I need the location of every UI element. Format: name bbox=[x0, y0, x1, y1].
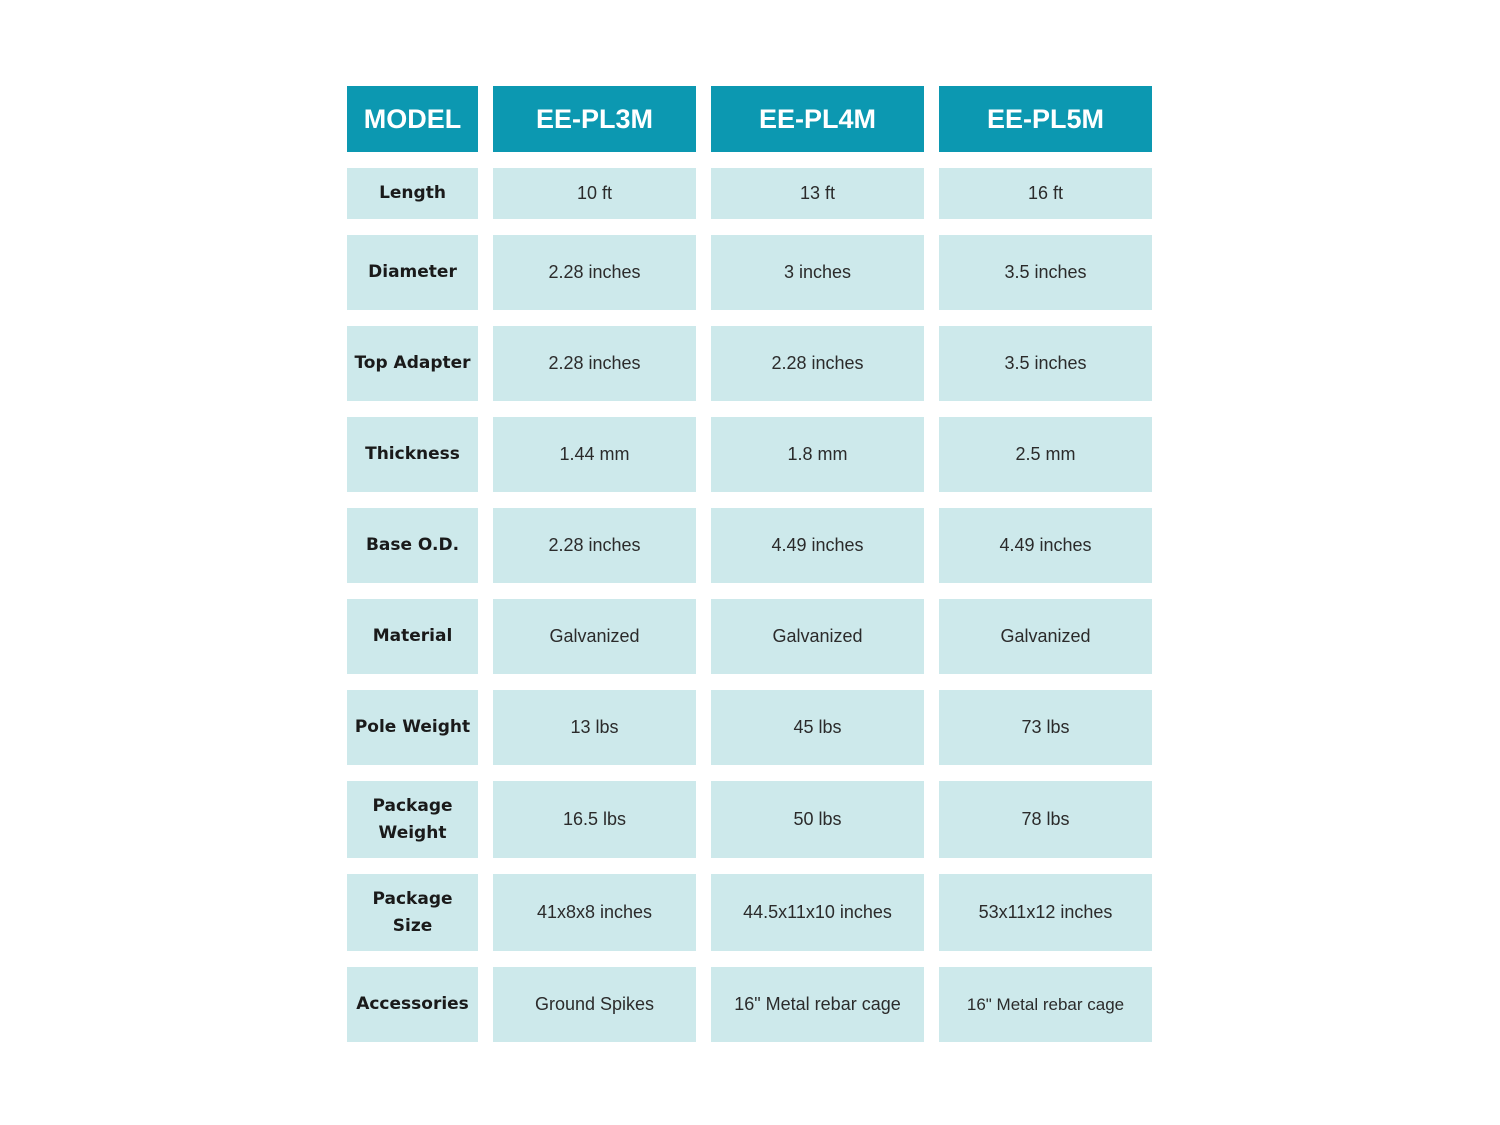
row-label-base-od bbox=[347, 508, 478, 583]
row-label-text: Pole Weight bbox=[354, 717, 471, 737]
row-label-package-weight bbox=[347, 781, 478, 858]
cell-base-od-ee-pl4m: 4.49 inches bbox=[711, 508, 924, 583]
cell-package-weight-ee-pl5m: 78 lbs bbox=[939, 781, 1152, 858]
header-model-ee-pl3m: EE-PL3M bbox=[493, 86, 696, 152]
row-label-accessories bbox=[347, 967, 478, 1042]
cell-base-od-ee-pl5m: 4.49 inches bbox=[939, 508, 1152, 583]
header-model-label: MODEL bbox=[347, 86, 478, 152]
cell-pole-weight-ee-pl5m: 73 lbs bbox=[939, 690, 1152, 765]
cell-top-adapter-ee-pl4m: 2.28 inches bbox=[711, 326, 924, 401]
cell-material-ee-pl5m: Galvanized bbox=[939, 599, 1152, 674]
row-label-text: Diameter bbox=[368, 262, 457, 282]
row-label-text: Length bbox=[379, 183, 446, 203]
cell-top-adapter-ee-pl3m: 2.28 inches bbox=[493, 326, 696, 401]
cell-accessories-ee-pl5m: 16" Metal rebar cage bbox=[939, 967, 1152, 1042]
cell-thickness-ee-pl5m: 2.5 mm bbox=[939, 417, 1152, 492]
cell-material-ee-pl4m: Galvanized bbox=[711, 599, 924, 674]
cell-diameter-ee-pl3m: 2.28 inches bbox=[493, 235, 696, 310]
row-label-text: Material bbox=[372, 626, 453, 646]
row-label-text: Base O.D. bbox=[365, 535, 460, 555]
cell-diameter-ee-pl5m: 3.5 inches bbox=[939, 235, 1152, 310]
cell-package-size-ee-pl3m: 41x8x8 inches bbox=[493, 874, 696, 951]
row-label-material bbox=[347, 599, 478, 674]
cell-length-ee-pl5m: 16 ft bbox=[939, 168, 1152, 219]
row-label-length bbox=[347, 168, 478, 219]
header-model-ee-pl4m: EE-PL4M bbox=[711, 86, 924, 152]
cell-pole-weight-ee-pl3m: 13 lbs bbox=[493, 690, 696, 765]
cell-package-size-ee-pl4m: 44.5x11x10 inches bbox=[711, 874, 924, 951]
header-model-ee-pl5m: EE-PL5M bbox=[939, 86, 1152, 152]
cell-package-weight-ee-pl3m: 16.5 lbs bbox=[493, 781, 696, 858]
cell-material-ee-pl3m: Galvanized bbox=[493, 599, 696, 674]
cell-thickness-ee-pl4m: 1.8 mm bbox=[711, 417, 924, 492]
row-label-text: Accessories bbox=[356, 994, 469, 1014]
row-label-top-adapter bbox=[347, 326, 478, 401]
cell-base-od-ee-pl3m: 2.28 inches bbox=[493, 508, 696, 583]
row-label-text-line-1: Package bbox=[372, 888, 453, 909]
cell-accessories-ee-pl4m: 16" Metal rebar cage bbox=[711, 967, 924, 1042]
cell-length-ee-pl4m: 13 ft bbox=[711, 168, 924, 219]
cell-thickness-ee-pl3m: 1.44 mm bbox=[493, 417, 696, 492]
cell-package-size-ee-pl5m: 53x11x12 inches bbox=[939, 874, 1152, 951]
spec-comparison-table bbox=[347, 86, 1152, 1042]
cell-accessories-ee-pl3m: Ground Spikes bbox=[493, 967, 696, 1042]
row-label-pole-weight bbox=[347, 690, 478, 765]
row-label-diameter bbox=[347, 235, 478, 310]
cell-top-adapter-ee-pl5m: 3.5 inches bbox=[939, 326, 1152, 401]
row-label-package-size bbox=[347, 874, 478, 951]
row-label-text: Top Adapter bbox=[354, 353, 471, 373]
cell-package-weight-ee-pl4m: 50 lbs bbox=[711, 781, 924, 858]
row-label-text: Thickness bbox=[365, 444, 460, 464]
row-label-text-line-2: Size bbox=[392, 915, 433, 936]
cell-pole-weight-ee-pl4m: 45 lbs bbox=[711, 690, 924, 765]
row-label-thickness bbox=[347, 417, 478, 492]
cell-diameter-ee-pl4m: 3 inches bbox=[711, 235, 924, 310]
row-label-text-line-2: Weight bbox=[378, 822, 447, 843]
row-label-text-line-1: Package bbox=[372, 795, 453, 816]
cell-length-ee-pl3m: 10 ft bbox=[493, 168, 696, 219]
